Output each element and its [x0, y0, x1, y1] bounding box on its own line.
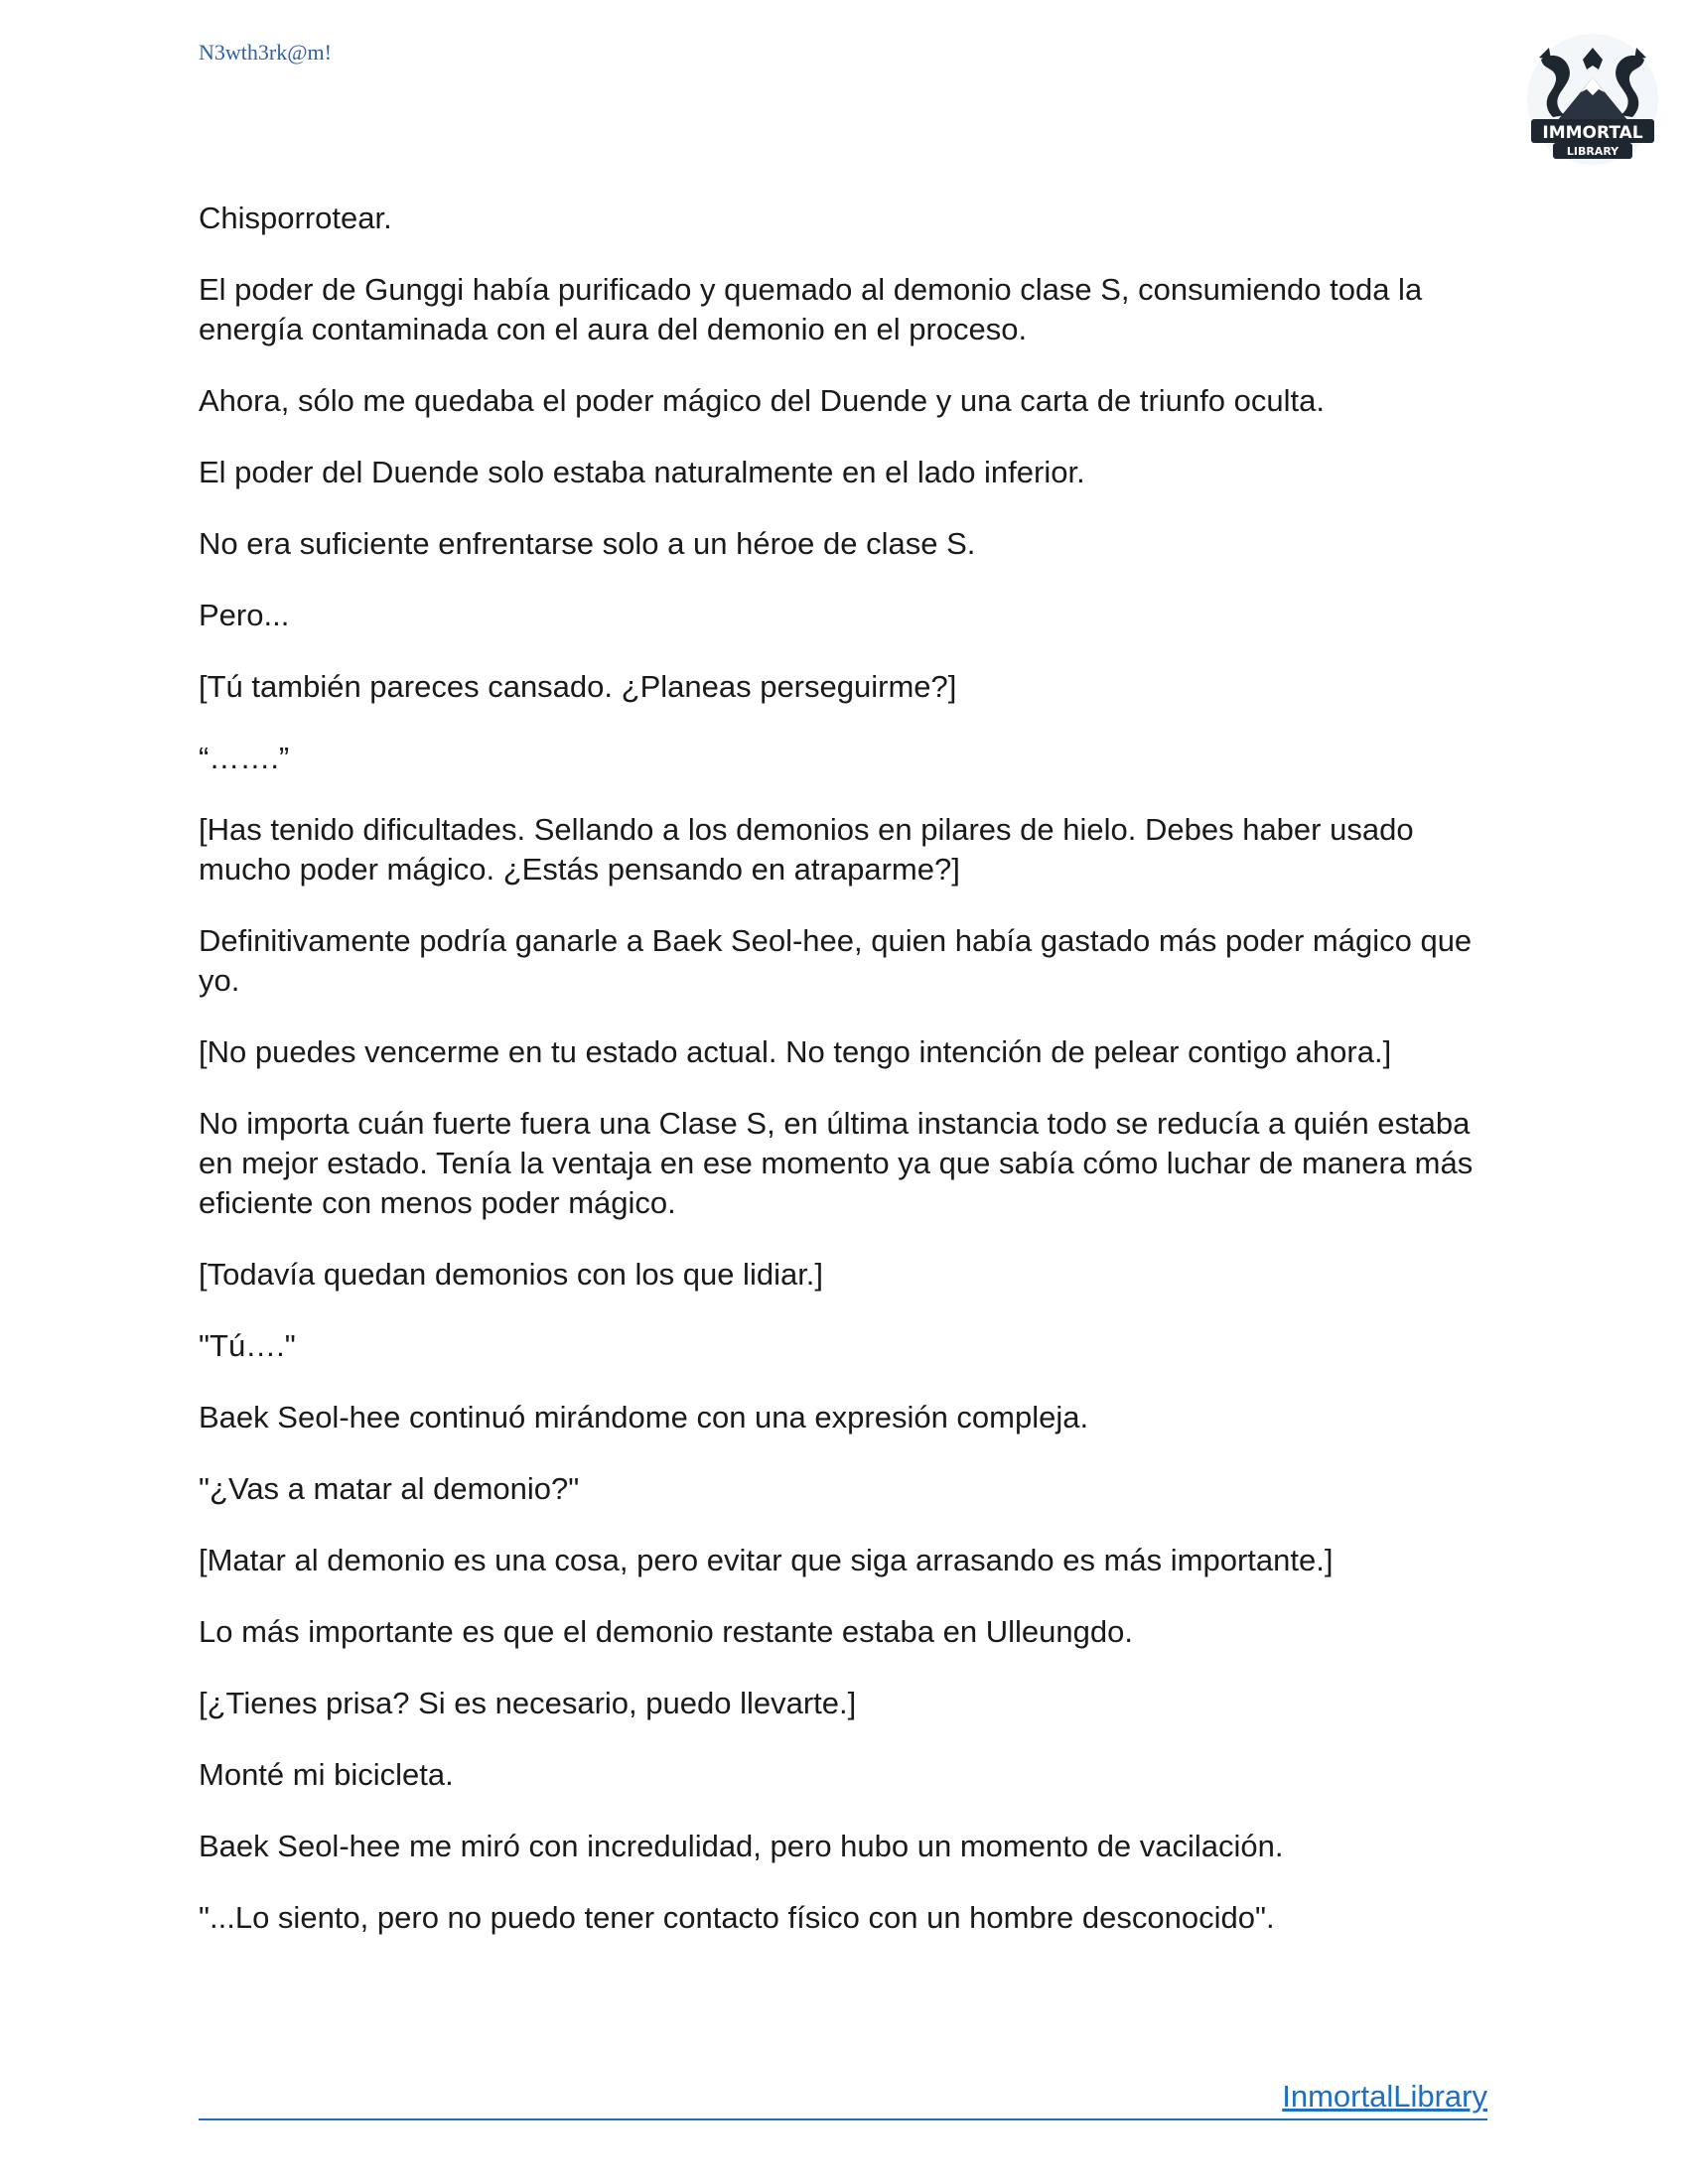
paragraph: [Matar al demonio es una cosa, pero evitar que siga arrasando es más importante.]	[199, 1543, 1334, 1577]
paragraph: Lo más importante es que el demonio restante estaba en Ulleungdo.	[199, 1614, 1133, 1649]
header-tag: N3wth3rk@m!	[199, 40, 332, 65]
paragraph: Pero...	[199, 598, 290, 632]
paragraph: "¿Vas a matar al demonio?"	[199, 1471, 580, 1506]
footer-rule	[199, 2118, 1487, 2120]
paragraph: [Tú también pareces cansado. ¿Planeas perseguirme?]	[199, 669, 957, 704]
paragraph: No importa cuán fuerte fuera una Clase S, en última instancia todo se reducía a quién estaba en mejor estado. Tenía la ventaja en ese momento ya que sabía cómo luchar de manera más eficiente con menos poder mágico.	[199, 1106, 1474, 1220]
paragraph: El poder de Gunggi había purificado y quemado al demonio clase S, consumiendo toda la energía contaminada con el aura del demonio en el proceso.	[199, 272, 1423, 346]
paragraph: El poder del Duende solo estaba naturalmente en el lado inferior.	[199, 455, 1085, 489]
paragraph: [¿Tienes prisa? Si es necesario, puedo llevarte.]	[199, 1686, 857, 1720]
footer-link[interactable]: InmortalLibrary	[1282, 2079, 1487, 2114]
document-body	[199, 199, 1489, 1970]
immortal-library-dragon-crest-icon	[1527, 34, 1658, 165]
paragraph: [Has tenido dificultades. Sellando a los demonios en pilares de hielo. Debes haber usado mucho poder mágico. ¿Estás pensando en atraparme?]	[199, 812, 1414, 887]
paragraph: “…….”	[199, 741, 290, 775]
paragraph: "Tú…."	[199, 1328, 296, 1363]
logo-line-1: IMMORTAL	[1542, 123, 1643, 143]
paragraph: Chisporrotear.	[199, 201, 392, 235]
paragraph: Ahora, sólo me quedaba el poder mágico del Duende y una carta de triunfo oculta.	[199, 383, 1325, 418]
logo-line-2: LIBRARY	[1566, 145, 1619, 158]
paragraph: Definitivamente podría ganarle a Baek Seol-hee, quien había gastado más poder mágico que yo.	[199, 923, 1473, 998]
paragraph: Monté mi bicicleta.	[199, 1757, 454, 1792]
paragraph: "...Lo siento, pero no puedo tener contacto físico con un hombre desconocido".	[199, 1900, 1275, 1935]
paragraph: Baek Seol-hee me miró con incredulidad, pero hubo un momento de vacilación.	[199, 1829, 1284, 1863]
paragraph: [No puedes vencerme en tu estado actual. No tengo intención de pelear contigo ahora.]	[199, 1034, 1392, 1069]
immortal-library-logo	[1519, 30, 1666, 177]
paragraph: Baek Seol-hee continuó mirándome con una expresión compleja.	[199, 1400, 1089, 1434]
paragraph: No era suficiente enfrentarse solo a un héroe de clase S.	[199, 526, 976, 561]
paragraph: [Todavía quedan demonios con los que lidiar.]	[199, 1257, 824, 1292]
